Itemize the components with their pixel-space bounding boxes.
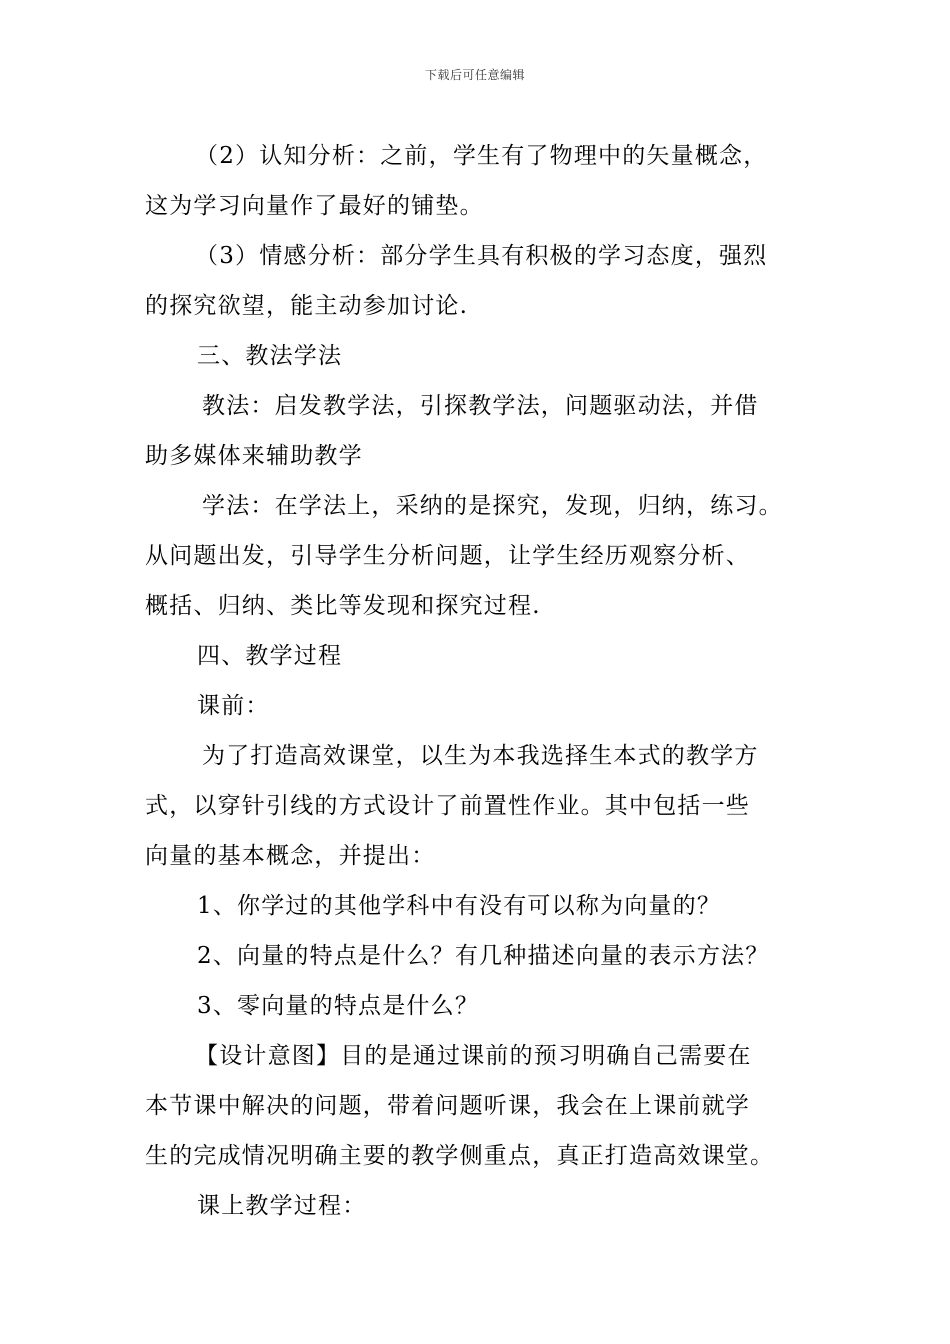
page-header: 下载后可任意编辑 — [424, 68, 525, 82]
section-heading: 三、教法学法 — [197, 343, 343, 369]
paragraph-line: 为了打造高效课堂，以生为本我选择生本式的教学方 — [202, 743, 759, 769]
paragraph-line: 生的完成情况明确主要的教学侧重点，真正打造高效课堂。 — [145, 1143, 775, 1169]
paragraph-line: 的探究欲望，能主动参加讨论. — [145, 293, 469, 319]
paragraph-line: 助多媒体来辅助教学 — [145, 443, 363, 469]
paragraph-line: 这为学习向量作了最好的铺垫。 — [145, 193, 484, 219]
paragraph-line: 课上教学过程： — [197, 1193, 367, 1219]
paragraph-line: 从问题出发，引导学生分析问题，让学生经历观察分析、 — [145, 543, 750, 569]
document-body — [145, 131, 815, 1231]
list-item: 1、你学过的其他学科中有没有可以称为向量的？ — [197, 893, 722, 919]
paragraph-line: 课前： — [197, 693, 270, 719]
paragraph-line: 概括、归纳、类比等发现和探究过程. — [145, 593, 541, 619]
paragraph-line: （3）情感分析：部分学生具有积极的学习态度，强烈 — [195, 243, 768, 269]
paragraph-line: 式，以穿针引线的方式设计了前置性作业。其中包括一些 — [145, 793, 750, 819]
paragraph-line: 向量的基本概念，并提出： — [145, 843, 436, 869]
paragraph-line: 教法：启发教学法，引探教学法，问题驱动法，并借 — [202, 393, 759, 419]
list-item: 2、向量的特点是什么？有几种描述向量的表示方法？ — [197, 943, 770, 969]
paragraph-line: （2）认知分析：之前，学生有了物理中的矢量概念， — [195, 143, 768, 169]
paragraph-line: 本节课中解决的问题，带着问题听课，我会在上课前就学 — [145, 1093, 750, 1119]
paragraph-line: 学法：在学法上，采纳的是探究，发现，归纳，练习。 — [202, 493, 783, 519]
list-item: 3、零向量的特点是什么？ — [197, 993, 480, 1019]
paragraph-line: 【设计意图】目的是通过课前的预习明确自己需要在 — [195, 1043, 752, 1069]
section-heading: 四、教学过程 — [197, 643, 343, 669]
